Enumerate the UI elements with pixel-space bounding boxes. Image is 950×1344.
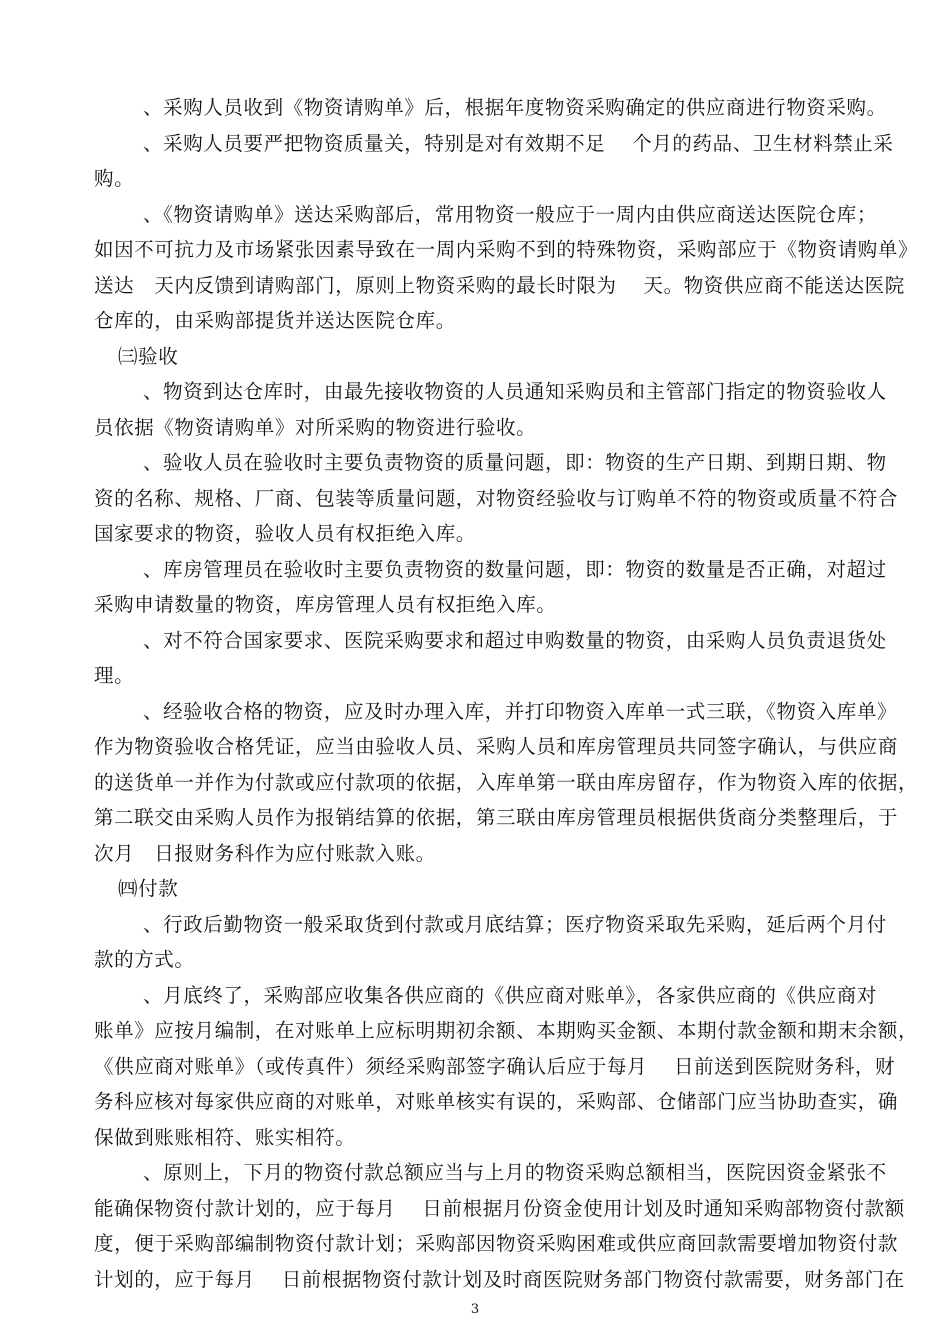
text-line: 仓库的，由采购部提货并送达医院仓库。 — [94, 309, 456, 332]
text-line: 送达 天内反馈到请购部门，原则上物资采购的最长时限为 天。物资供应商不能送达医院 — [94, 274, 905, 297]
text-line: 采购申请数量的物资，库房管理人员有权拒绝入库。 — [94, 593, 557, 616]
text-line: 、原则上，下月的物资付款总额应当与上月的物资采购总额相当，医院因资金紧张不 — [143, 1161, 887, 1184]
text-line: 、采购人员要严把物资质量关，特别是对有效期不足 个月的药品、卫生材料禁止采 — [143, 132, 894, 155]
text-line: 员依据《物资请购单》对所采购的物资进行验收。 — [94, 416, 537, 439]
section-heading: ㈣付款 — [118, 877, 179, 900]
text-line: 保做到账账相符、账实相符。 — [94, 1126, 356, 1149]
text-line: 、库房管理员在验收时主要负责物资的数量问题，即：物资的数量是否正确，对超过 — [143, 558, 887, 581]
text-line: 、月底终了，采购部应收集各供应商的《供应商对账单》，各家供应商的《供应商对 — [143, 984, 877, 1007]
text-line: 国家要求的物资，验收人员有权拒绝入库。 — [94, 522, 476, 545]
text-line: 、物资到达仓库时，由最先接收物资的人员通知采购员和主管部门指定的物资验收人 — [143, 380, 887, 403]
text-line: 《供应商对账单》（或传真件）须经采购部签字确认后应于每月 日前送到医院财务科，财 — [94, 1055, 896, 1078]
text-line: 第二联交由采购人员作为报销结算的依据，第三联由库房管理员根据供货商分类整理后，于 — [94, 806, 899, 829]
text-line: 计划的，应于每月 日前根据物资付款计划及时商医院财务部门物资付款需要，财务部门在 — [94, 1268, 905, 1291]
text-line: 、经验收合格的物资，应及时办理入库，并打印物资入库单一式三联，《物资入库单》 — [143, 700, 898, 723]
text-line: 作为物资验收合格凭证，应当由验收人员、采购人员和库房管理员共同签字确认，与供应商 — [94, 735, 899, 758]
text-line: 、采购人员收到《物资请购单》后，根据年度物资采购确定的供应商进行物资采购。 — [143, 96, 887, 119]
section-heading: ㈢验收 — [118, 345, 179, 368]
text-line: 资的名称、规格、厂商、包装等质量问题，对物资经验收与订购单不符的物资或质量不符合 — [94, 487, 899, 510]
text-line: 度，便于采购部编制物资付款计划；采购部因物资采购困难或供应商回款需要增加物资付款 — [94, 1232, 899, 1255]
text-line: 、对不符合国家要求、医院采购要求和超过申购数量的物资，由采购人员负责退货处 — [143, 629, 887, 652]
text-line: 理。 — [94, 664, 135, 687]
text-line: 账单》应按月编制，在对账单上应标明期初余额、本期购买金额、本期付款金额和期末余额， — [94, 1019, 919, 1042]
text-line: 务科应核对每家供应商的对账单，对账单核实有误的，采购部、仓储部门应当协助查实，确 — [94, 1090, 899, 1113]
text-line: 、验收人员在验收时主要负责物资的质量问题，即：物资的生产日期、到期日期、物 — [143, 451, 887, 474]
text-line: 款的方式。 — [94, 948, 195, 971]
text-line: 如因不可抗力及市场紧张因素导致在一周内采购不到的特殊物资，采购部应于《物资请购单》 — [94, 238, 919, 261]
text-line: 的送货单一并作为付款或应付款项的依据，入库单第一联由库房留存，作为物资入库的依据， — [94, 771, 919, 794]
page-number: 3 — [470, 1302, 480, 1317]
text-line: 能确保物资付款计划的，应于每月 日前根据月份资金使用计划及时通知采购部物资付款额 — [94, 1197, 905, 1220]
text-line: 次月 日报财务科作为应付账款入账。 — [94, 842, 436, 865]
text-line: 、《物资请购单》送达采购部后，常用物资一般应于一周内由供应商送达医院仓库； — [143, 203, 877, 226]
text-line: 、行政后勤物资一般采取货到付款或月底结算；医疗物资采取先采购，延后两个月付 — [143, 913, 887, 936]
text-line: 购。 — [94, 167, 135, 190]
